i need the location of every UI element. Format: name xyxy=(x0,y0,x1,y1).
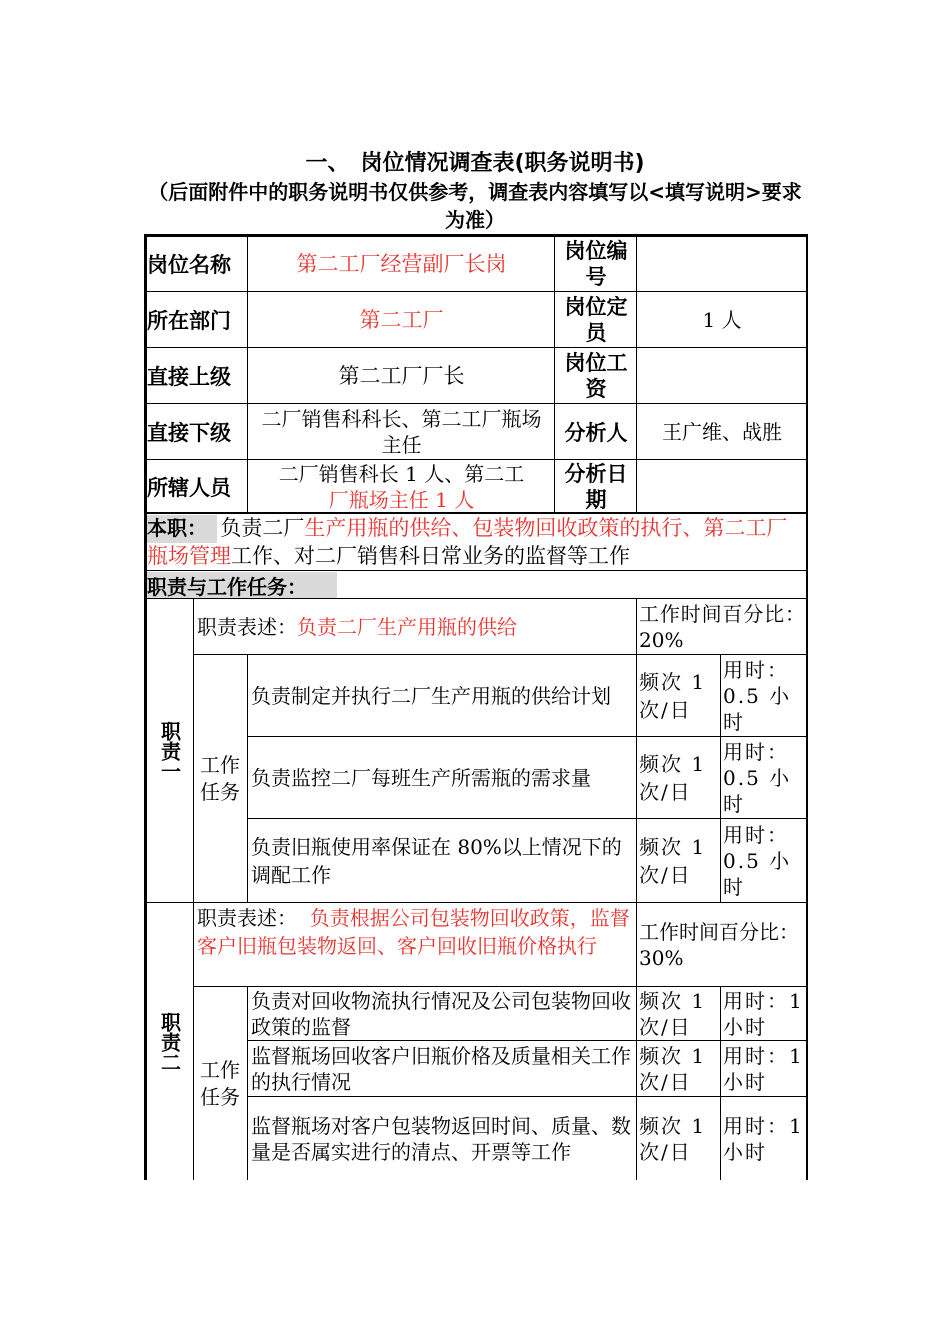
duty-2-statement-text: 负责根据公司包装物回收政策，监督客户旧瓶包装物返回、客户回收旧瓶价格执行 xyxy=(197,906,630,958)
position-no-value xyxy=(638,237,806,291)
duty-2-task-label: 工作任务 xyxy=(200,1058,240,1109)
duty-summary-text1: 负责二厂 xyxy=(220,516,305,540)
analyst-value: 王广维、战胜 xyxy=(662,420,782,444)
duty-1-task-1-freq: 频次 1 次/日 xyxy=(639,670,707,722)
duty-1-task-3-freq: 频次 1 次/日 xyxy=(639,835,707,887)
staff-value xyxy=(253,461,550,512)
duty-summary-label: 本职： xyxy=(147,516,207,540)
page-title: 一、 岗位情况调查表(职务说明书) xyxy=(305,151,645,176)
duty-1-task-1: 负责制定并执行二厂生产用瓶的供给计划 xyxy=(251,684,611,708)
staff-value-line1: 二厂销售科长 1 人、第二工 xyxy=(278,462,525,486)
staff-label: 所辖人员 xyxy=(147,475,231,500)
page-subtitle: （后面附件中的职务说明书仅供参考，调查表内容填写以<填写说明>要求为准） xyxy=(148,180,802,232)
duty-1-task-3-time: 用时：0.5 小时 xyxy=(723,823,792,899)
headcount-value: 1 人 xyxy=(702,308,742,332)
duty-2-task-3: 监督瓶场对客户包装物返回时间、质量、数量是否属实进行的清点、开票等工作 xyxy=(251,1114,631,1164)
duty-2-task-1-freq: 频次 1 次/日 xyxy=(639,989,707,1039)
duty-2-task-2: 监督瓶场回收客户旧瓶价格及质量相关工作的执行情况 xyxy=(251,1044,631,1094)
position-no-label: 岗位编号 xyxy=(564,239,628,289)
salary-label: 岗位工资 xyxy=(564,351,628,401)
duty-1-task-1-time: 用时：0.5 小时 xyxy=(723,658,792,734)
subordinate-value: 二厂销售科科长、第二工厂瓶场主任 xyxy=(261,407,542,457)
duty-2-task-1-time: 用时：1 小时 xyxy=(723,989,804,1039)
duty-1-task-2: 负责监控二厂每班生产所需瓶的需求量 xyxy=(251,766,591,790)
duty-1-statement xyxy=(197,600,635,654)
duty-1-statement-label: 职责表述： xyxy=(197,615,297,639)
position-name-label: 岗位名称 xyxy=(147,253,231,277)
analysis-date-value xyxy=(638,461,806,512)
duty-2-label: 职责二 xyxy=(157,1012,182,1072)
duty-1-label: 职责一 xyxy=(157,721,182,781)
duty-2-task-2-freq: 频次 1 次/日 xyxy=(639,1044,707,1094)
duty-summary xyxy=(147,514,806,570)
duties-header: 职责与工作任务： xyxy=(147,574,307,598)
subordinate-label: 直接下级 xyxy=(147,421,231,445)
duty-1-task-2-time: 用时：0.5 小时 xyxy=(723,740,792,816)
duty-2-task-3-time: 用时：1 小时 xyxy=(723,1114,804,1164)
staff-value-red2: 瓶场主任 1 人 xyxy=(348,488,475,512)
superior-value: 第二工厂厂长 xyxy=(338,364,465,388)
superior-label: 直接上级 xyxy=(147,365,231,389)
analyst-label: 分析人 xyxy=(564,421,628,445)
position-name-value: 第二工厂经营副厂长岗 xyxy=(296,252,507,276)
duty-1-task-label: 工作任务 xyxy=(200,753,240,804)
staff-value-red1: 厂 xyxy=(328,488,349,512)
duty-summary-red: 生产用瓶的供给、包装物回收政策的执行、第二工厂瓶场管理 xyxy=(147,516,788,568)
duty-2-task-3-freq: 频次 1 次/日 xyxy=(639,1114,707,1164)
duty-2-statement-label: 职责表述： xyxy=(197,906,297,930)
duty-1-task-2-freq: 频次 1 次/日 xyxy=(639,752,707,804)
duty-2-percent: 工作时间百分比：30% xyxy=(639,920,799,970)
duty-2-statement xyxy=(197,904,635,986)
analysis-date-label: 分析日期 xyxy=(564,461,628,512)
salary-value xyxy=(638,349,806,403)
duty-2-task-2-time: 用时：1 小时 xyxy=(723,1044,804,1094)
duty-1-percent: 工作时间百分比：20% xyxy=(639,602,805,652)
staff-value-line2 xyxy=(253,487,550,512)
dept-value: 第二工厂 xyxy=(359,308,444,332)
duty-1-statement-text: 负责二厂生产用瓶的供给 xyxy=(297,615,517,639)
duty-summary-text2: 工作、对二厂销售科日常业务的监督等工作 xyxy=(231,544,630,568)
duty-1-task-3: 负责旧瓶使用率保证在 80%以上情况下的调配工作 xyxy=(251,835,622,887)
headcount-label: 岗位定员 xyxy=(564,295,628,345)
duty-2-task-1: 负责对回收物流执行情况及公司包装物回收政策的监督 xyxy=(251,989,631,1039)
dept-label: 所在部门 xyxy=(147,309,231,333)
